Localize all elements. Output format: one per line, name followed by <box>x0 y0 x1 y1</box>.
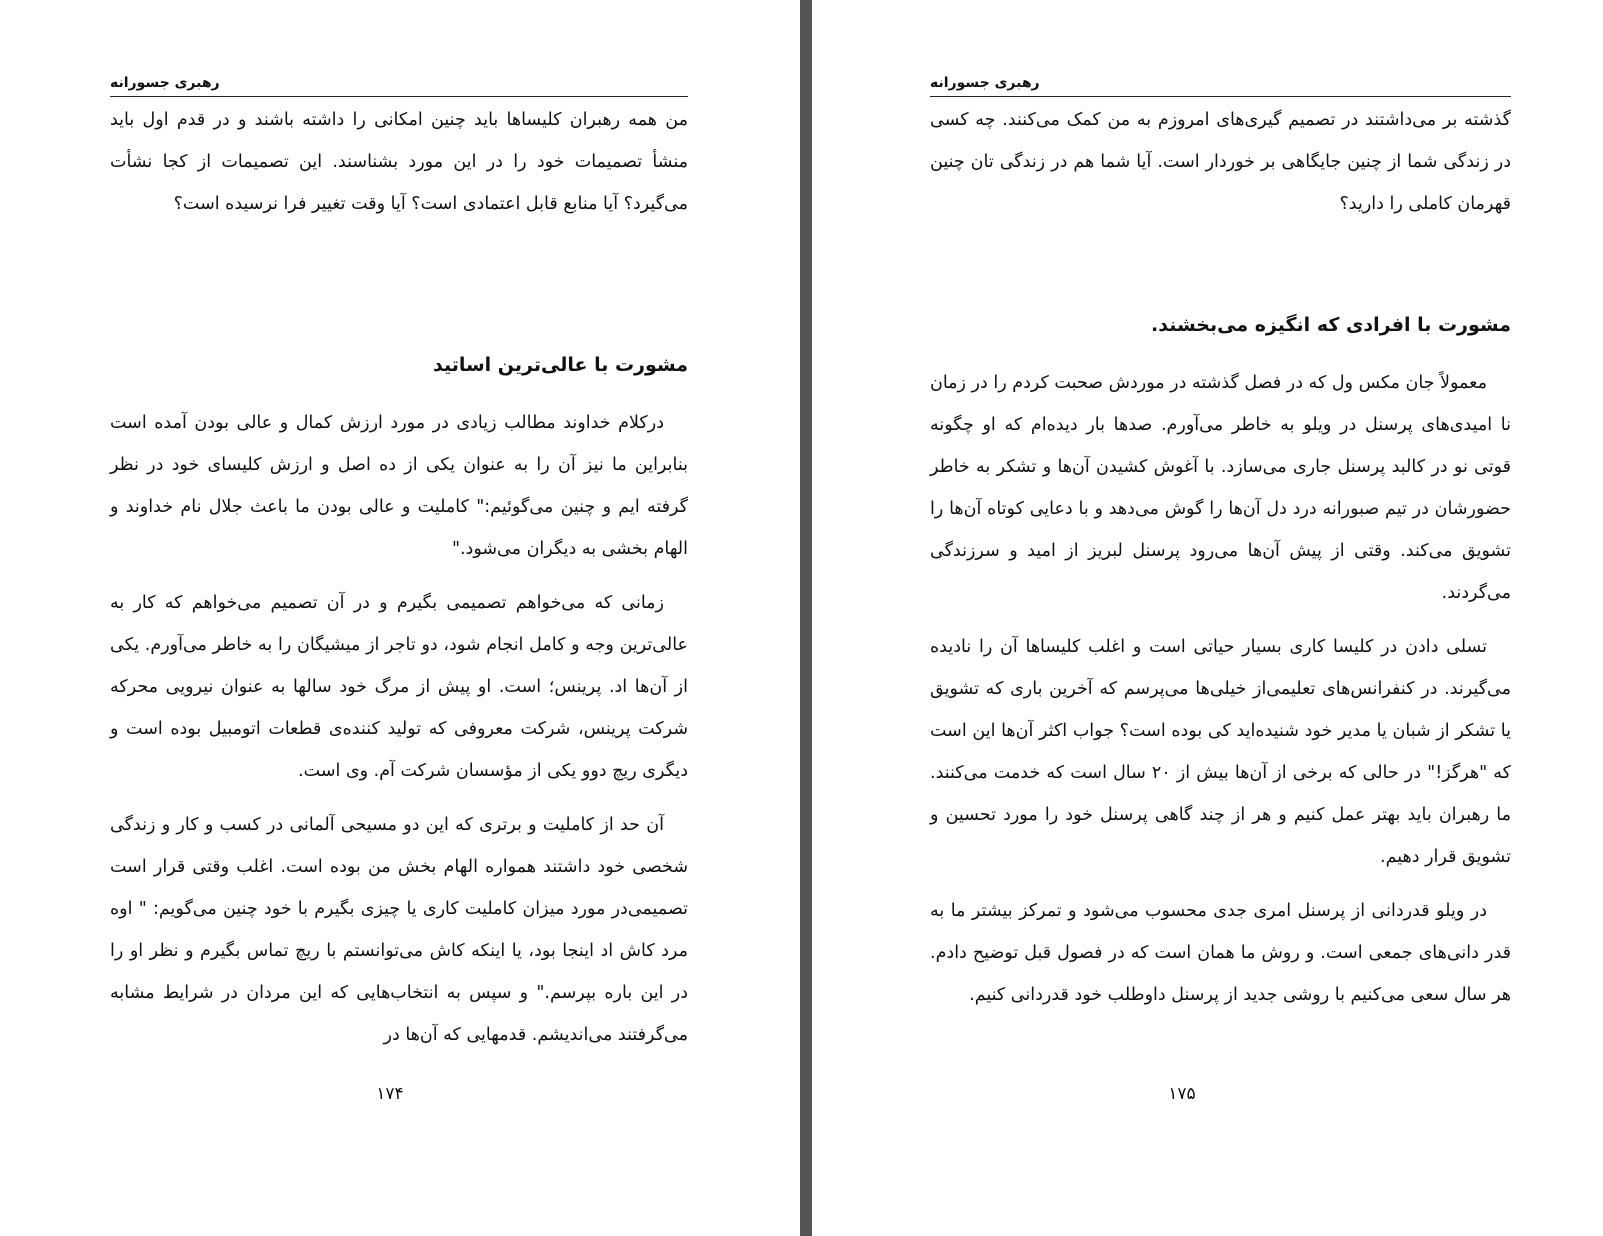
running-head-title: رهبری جسورانه <box>930 75 1040 91</box>
section-heading: مشورت با عالی‌ترین اساتید <box>432 354 688 376</box>
page-number: ۱۷۴ <box>376 1084 404 1104</box>
opening-text-block <box>930 99 1511 225</box>
opening-text-block <box>110 99 688 225</box>
opening-paragraph: گذشته بر می‌داشتند در تصمیم گیری‌های امروزم به من کمک می‌کنند. چه کسی در زندگی شما از چنین جایگاهی بر خوردار است. آیا شما هم در زندگی تان چنین قهرمان کاملی را دارید؟ <box>930 110 1511 214</box>
body-text-block <box>110 402 688 1056</box>
body-paragraph-1: معمولاً جان مکس ول که در فصل گذشته در موردش صحبت کردم را در زمان نا امیدی‌های پرسنل در ویلو به خاطر می‌آورم. صدها بار دیده‌ام که او چگونه قوتی نو در کالبد پرسنل جاری می‌سازد. با آغوش کشیدن آن‌ها و تشکر به خاطر حضورشان در تیم صبورانه درد دل آن‌ها را گوش می‌دهد و با دعایی کوتاه آن‌ها را تشویق می‌کند. وقتی از پیش آن‌ها می‌رود پرسنل لبریز از امید و سرزندگی می‌گردند. <box>929 373 1511 603</box>
body-paragraph-3: آن حد از کاملیت و برتری که این دو مسیحی آلمانی در کسب و کار و زندگی شخصی خود داشتند همواره الهام بخش من بوده است. اغلب وقتی قرار است تصمیمی‌در مورد میزان کاملیت کاری یا چیزی بگیرم با خود چنین می‌گویم: " اوه مرد کاش اد اینجا بود، یا اینکه کاش می‌توانستم با ریچ تماس بگیرم و نظر او را در این باره بپرسم." و سپس به انتخاب‌هایی که این مردان در شرایط مشابه می‌گرفتند می‌اندیشم. قدمهایی که آن‌ها در <box>110 815 688 1045</box>
body-paragraph-3: در ویلو قدردانی از پرسنل امری جدی محسوب می‌شود و تمرکز بیشتر ما به قدر دانی‌های جمعی است. و روش ما همان است که در فصول قبل توضیح دادم. هر سال سعی می‌کنیم با روشی جدید از پرسنل داوطلب خود قدردانی کنیم. <box>930 901 1511 1005</box>
opening-paragraph: من همه رهبران کلیساها باید چنین امکانی را داشته باشند و در قدم اول باید منشأ تصمیمات خود را در این مورد بشناسند. این تصمیمات از کجا نشأت می‌گیرد؟ آیا منابع قابل اعتمادی است؟ آیا وقت تغییر فرا نرسیده است؟ <box>110 110 688 214</box>
body-paragraph-1: درکلام خداوند مطالب زیادی در مورد ارزش کمال و عالی بودن آمده است بنابراین ما نیز آن را به عنوان یکی از ده اصل و ارزش کلیسای خود در نظر گرفته ایم و چنین می‌گوئیم:" کاملیت و عالی بودن ما باعث جلال نام خداوند و الهام بخشی به دیگران می‌شود." <box>110 413 688 559</box>
body-text-block <box>930 362 1511 1016</box>
page-number: ۱۷۵ <box>1168 1084 1196 1104</box>
book-gutter <box>800 0 812 1236</box>
section-heading: مشورت با افرادی که انگیزه می‌بخشند. <box>1151 314 1511 336</box>
running-head-title: رهبری جسورانه <box>110 75 220 91</box>
body-paragraph-2: زمانی که می‌خواهم تصمیمی بگیرم و در آن تصمیم می‌خواهم که کار به عالی‌ترین وجه و کامل انجام شود، دو تاجر از میشیگان را به خاطر می‌آورم. یکی از آن‌ها اد. پرینس؛ است. او پیش از مرگ خود سالها به عنوان نیرویی محرکه شرکت پرینس، شرکت معروفی که تولید کننده‌ی قطعات اتومبیل بوده است و دیگری ریچ دوو یکی از مؤسسان شرکت آم. وی است. <box>110 593 688 781</box>
left-page <box>0 0 800 1236</box>
running-head <box>930 72 1511 97</box>
body-paragraph-2: تسلی دادن در کلیسا کاری بسیار حیاتی است و اغلب کلیساها آن را نادیده می‌گیرند. در کنفرانس‌های تعلیمی‌از خیلی‌ها می‌پرسم که آخرین باری که تشویق یا تشکر از شبان یا مدیر خود شنیده‌اید کی بوده است؟ جواب اکثر آن‌ها این است که "هرگز!" در حالی که برخی از آن‌ها بیش از ۲۰ سال است که خدمت می‌کنند. ما رهبران باید بهتر عمل کنیم و هر از چند گاهی پرسنل خود را مورد تحسین و تشویق قرار دهیم. <box>930 637 1511 867</box>
running-head <box>110 72 688 97</box>
right-page <box>812 0 1603 1236</box>
